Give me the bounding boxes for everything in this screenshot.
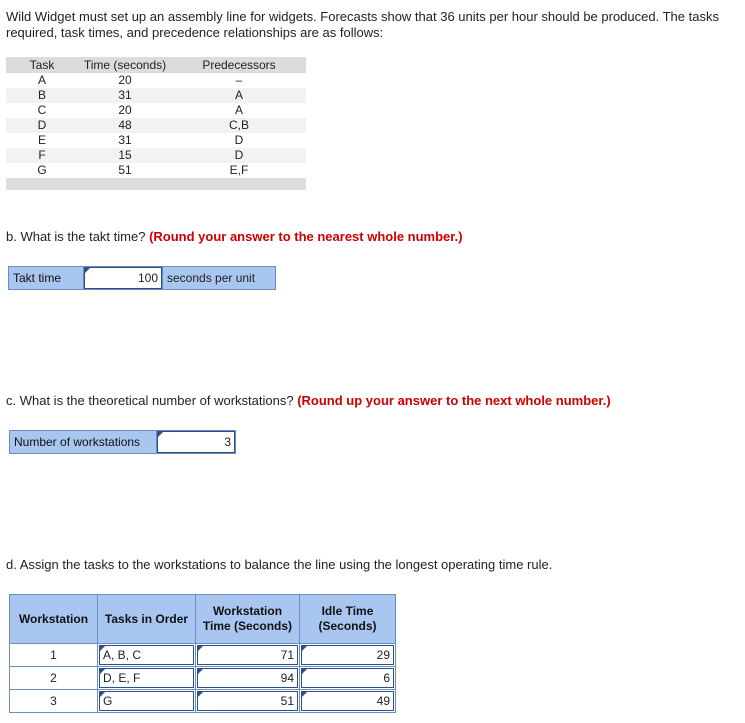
task-cell: C [37,103,47,117]
input-marker-icon [100,669,105,674]
predecessor-cell: A [172,88,306,103]
table-footer-bar [6,178,306,190]
takt-time-unit: seconds per unit [162,267,275,289]
assignment-table [9,594,396,713]
task-table [6,57,306,190]
idle-time-input[interactable] [301,691,394,711]
workstation-number: 3 [10,690,98,713]
question-d [6,557,552,572]
input-marker-icon [302,646,307,651]
workstation-time-input[interactable] [197,691,298,711]
time-cell: 20 [118,73,132,87]
tasks-header: Tasks in Order [98,595,196,644]
takt-time-input[interactable] [84,267,162,289]
idle-time-input[interactable] [301,668,394,688]
table-row [10,667,396,690]
time-cell: 51 [118,163,132,177]
workstations-value: 3 [224,435,231,449]
idle-time-value: 6 [383,671,390,685]
input-marker-icon [85,268,90,273]
table-row [6,118,306,133]
table-row [6,103,306,118]
time-cell: 31 [78,88,172,103]
question-b [6,229,463,244]
question-c-text: c. What is the theoretical number of workstations? [6,393,294,408]
task-cell: G [37,163,47,177]
predecessor-cell: D [234,133,244,147]
task-header: Task [6,57,78,73]
tasks-value: A, B, C [103,648,142,662]
question-b-text: b. What is the takt time? [6,229,146,244]
workstation-number: 2 [10,667,98,690]
workstation-time-input[interactable] [197,668,298,688]
table-row [6,163,306,178]
takt-time-value: 100 [137,271,158,285]
table-row [10,644,396,667]
idle-time-value: 49 [376,694,390,708]
workstation-time-value: 51 [280,694,294,708]
workstation-time-header: Workstation Time (Seconds) [196,595,300,644]
task-cell: A [37,73,46,87]
problem-intro: Wild Widget must set up an assembly line for widgets. Forecasts show that 36 units per hour should be produced. The tasks required, task times, and precedence relationships are as follows: [6,9,719,40]
task-cell: E [37,133,46,147]
input-marker-icon [198,692,203,697]
input-marker-icon [302,692,307,697]
workstation-header: Workstation [10,595,98,644]
takt-time-row [8,266,276,290]
question-c [6,393,611,408]
task-cell: D [6,118,78,133]
table-row [6,73,306,88]
predecessor-cell: A [234,103,243,117]
table-row [6,88,306,103]
predecessor-cell: C,B [172,118,306,133]
input-marker-icon [100,692,105,697]
tasks-input[interactable] [99,645,194,665]
question-b-note: (Round your answer to the nearest whole number.) [149,229,463,244]
predecessor-cell: E,F [229,163,249,177]
question-c-note: (Round up your answer to the next whole number.) [297,393,611,408]
input-marker-icon [198,646,203,651]
table-row [6,133,306,148]
table-row [10,690,396,713]
workstation-number: 1 [10,644,98,667]
task-cell: B [6,88,78,103]
takt-time-label: Takt time [9,267,84,289]
workstations-input[interactable] [157,431,235,453]
time-cell: 15 [78,148,172,163]
tasks-input[interactable] [99,691,194,711]
workstations-row [9,430,236,454]
tasks-value: D, E, F [103,671,141,685]
time-cell: 31 [118,133,132,147]
question-d-text: d. Assign the tasks to the workstations to balance the line using the longest operating time rule. [6,557,553,572]
workstations-label: Number of workstations [10,431,157,453]
input-marker-icon [158,432,163,437]
predecessors-header: Predecessors [172,57,306,73]
task-cell: F [6,148,78,163]
tasks-input[interactable] [99,668,194,688]
workstation-time-input[interactable] [197,645,298,665]
input-marker-icon [302,669,307,674]
predecessor-cell: – [235,73,243,87]
input-marker-icon [198,669,203,674]
workstation-time-value: 71 [280,648,294,662]
input-marker-icon [100,646,105,651]
idle-time-input[interactable] [301,645,394,665]
workstation-time-value: 94 [280,671,294,685]
idle-time-value: 29 [376,648,390,662]
predecessor-cell: D [172,148,306,163]
time-header: Time (seconds) [78,57,172,73]
table-row [6,148,306,163]
idle-time-header: Idle Time (Seconds) [300,595,396,644]
time-cell: 48 [78,118,172,133]
tasks-value: G [103,694,113,708]
time-cell: 20 [118,103,132,117]
